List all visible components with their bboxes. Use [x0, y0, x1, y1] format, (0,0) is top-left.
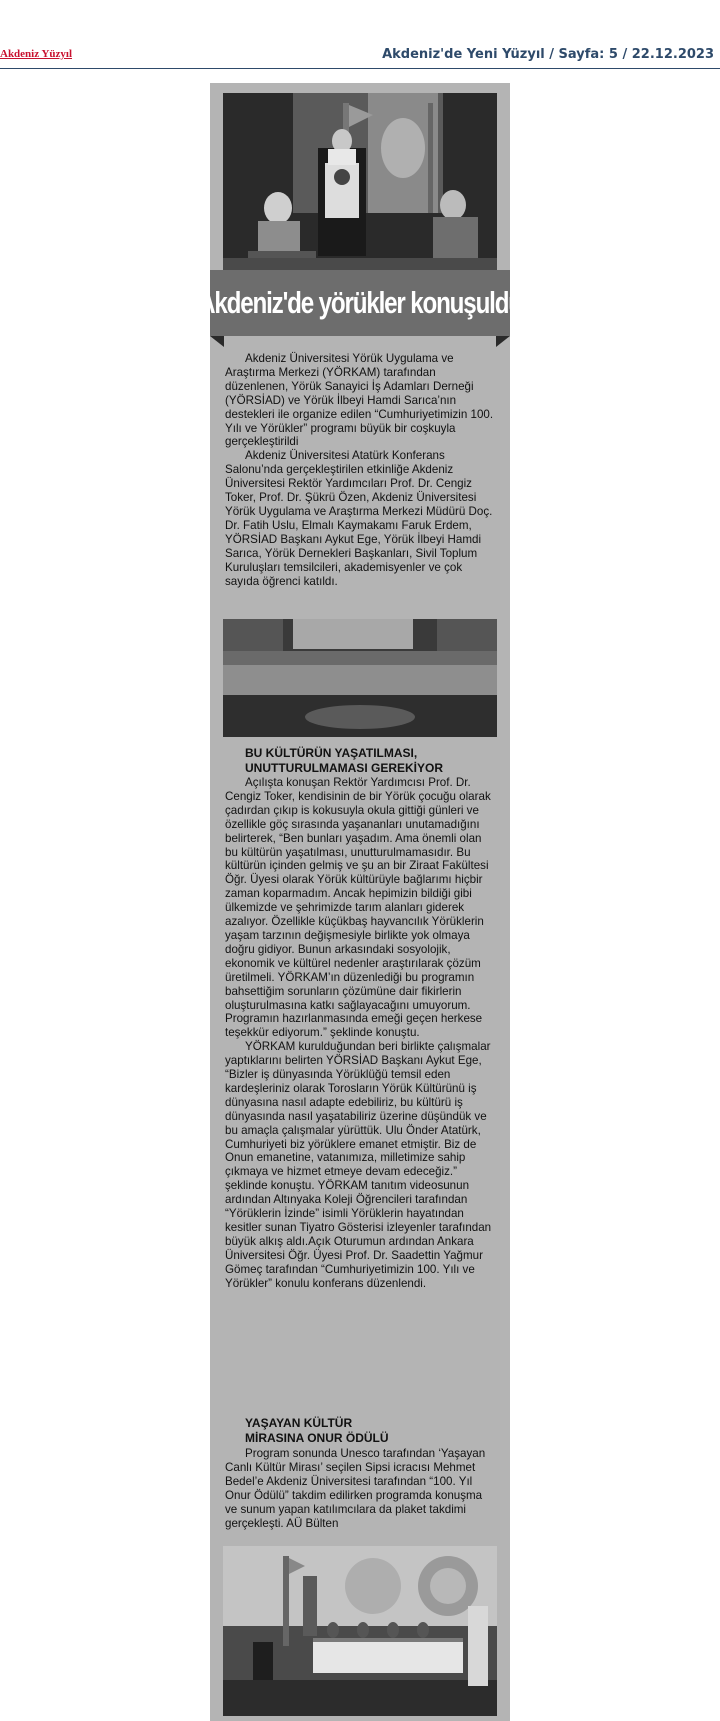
page-header [0, 0, 720, 70]
news-clipping [198, 83, 522, 1721]
subheading-2-line-2: MİRASINA ONUR ÖDÜLÜ [245, 1430, 389, 1445]
subheading-2 [245, 1416, 495, 1445]
newspaper-logo[interactable]: Akdeniz Yüzyıl [0, 48, 73, 60]
top-photo [223, 93, 497, 270]
intro-paragraph-1: Akdeniz Üniversitesi Yörük Uygulama ve Araştırma Merkezi (YÖRKAM) tarafından düzenlenen, Yörük Sanayici İş Adamları Derneği (YÖRSİAD) ve Yörük İlbeyi Hamdi Sarıca’nın destekleri ile organize edilen “Cumhuriyetimizin 100. Yılı ve Yörükler” programı büyük bir coşkuyla gerçekleştirildi [225, 352, 494, 449]
section-1-paragraph-2: YÖRKAM kurulduğundan beri birlikte çalışmalar yaptıklarını belirten YÖRSİAD Başkanı Aykut Ege, “Bizler iş dünyasında Yörüklüğü temsil eden kardeşleriniz olarak Torosların Yörük Kültürünü iş dünyasına nasıl adapte edebiliriz, bu kültürü iş dünyasında nasıl yaşatabiliriz üzerine düşündük ve bu amaçla çalışmalar yürüttük. Ulu Önder Atatürk, Cumhuriyeti biz yörüklere emanet etmiştir. Biz de Onun emanetine, vatanımıza, milletimize sahip çıkmaya ve hizmet etmeye devam edeceğiz.” şeklinde konuştu. YÖRKAM tanıtım videosunun ardından Altınyaka Koleji Öğrencileri tarafından “Yörüklerin İzinde” isimli Yörüklerin hayatından kesitler sunan Tiyatro Gösterisi izleyenler tarafından büyük alkış aldı.Açık Oturumun ardından Ankara Üniversitesi Öğr. Üyesi Prof. Dr. Saadettin Yağmur Gömeç tarafından “Cumhuriyetimizin 100. Yılı ve Yörükler” konulu konferans düzenlendi. [225, 1040, 492, 1290]
intro-paragraph-2: Akdeniz Üniversitesi Atatürk Konferans Salonu’nda gerçekleştirilen etkinliğe Akdeniz Üniversitesi Rektör Yardımcıları Prof. Dr. Cengiz Toker, Prof. Dr. Şükrü Özen, Akdeniz Üniversitesi Yörük Uygulama ve Araştırma Merkezi Müdürü Doç. Dr. Fatih Uslu, Elmalı Kaymakamı Faruk Erdem, YÖRSİAD Başkanı Aykut Ege, Yörük İlbeyi Hamdi Sarıca, Yörük Dernekleri Başkanları, Sivil Toplum Kuruluşları temsilcileri, akademisyenler ve çok sayıda öğrenci katıldı. [225, 449, 493, 588]
title-corner-right [496, 336, 510, 347]
section-2-text [225, 1447, 495, 1530]
article-title: Akdeniz'de yörükler konuşuldu [198, 285, 522, 320]
publication-info: Akdeniz'de Yeni Yüzyıl / Sayfa: 5 / 22.12.2023 [382, 47, 714, 62]
subheading-1 [245, 746, 495, 775]
section-1-text [225, 776, 495, 1291]
subheading-1-line-1: BU KÜLTÜRÜN YAŞATILMASI, [245, 746, 418, 760]
section-1-paragraph-1: Açılışta konuşan Rektör Yardımcısı Prof. Dr. Cengiz Toker, kendisinin de bir Yörük çocuğu olarak çadırdan çıkıp is kokusuyla okula gittiği günleri ve özellikle göç sırasında yaşananları unutamadığını belirterek, “Ben bunları yaşadım. Ama önemli olan bu kültürün yaşatılması, unutturulmamasıdır. Bu kültürün içinden gelmiş ve şu an bir Ziraat Fakültesi Öğr. Üyesi olarak Yörük kültürüyle bağlarımı hiçbir zaman koparmadım. Ancak hepimizin bildiği gibi ülkemizde ve şehrimizde tarım alanları giderek azalıyor. Özellikle küçükbaş hayvancılık Yörüklerin yaşam tarzının değişmesiyle birlikte yok olmaya doğru gidiyor. Bunun arkasındaki sosyolojik, ekonomik ve kültürel nedenler araştırılarak çözüm üretilmeli. YÖRKAM’ın düzenlediği bu programın bahsettiğim sorunların çözümüne dair fikirlerin oluşturulmasına katkı sağlayacağını umuyorum. Programın hazırlanmasında emeği geçen herkese teşekkür ediyorum.” şeklinde konuştu. [225, 776, 491, 1040]
header-rule [0, 68, 720, 69]
group-photo [223, 619, 497, 737]
title-corner-left [210, 336, 224, 347]
intro-text [225, 352, 495, 588]
section-2-paragraph-1: Program sonunda Unesco tarafından ‘Yaşayan Canlı Kültür Mirası’ seçilen Sipsi icracısı Mehmet Bedel’e Akdeniz Üniversitesi tarafından “100. Yıl Onur Ödülü” takdim edilirken programda konuşma ve sunum yapan katılımcılara da plaket takdimi gerçekleşti. AÜ Bülten [225, 1447, 486, 1530]
subheading-2-line-1: YAŞAYAN KÜLTÜR [245, 1416, 353, 1430]
panel-photo [223, 1546, 497, 1716]
subheading-1-line-2: UNUTTURULMAMASI GEREKİYOR [245, 760, 443, 775]
